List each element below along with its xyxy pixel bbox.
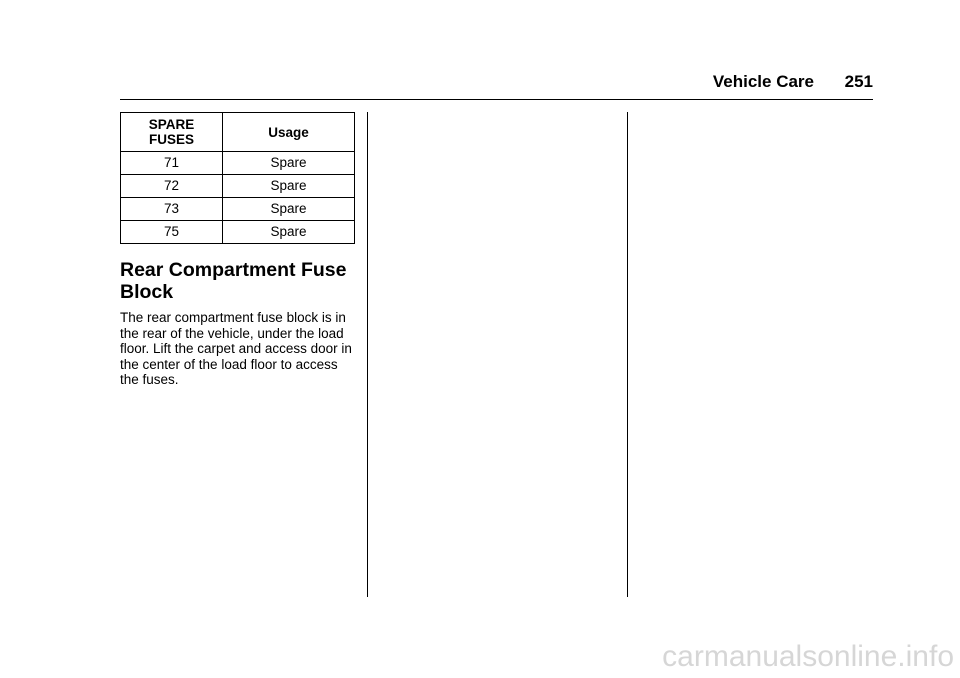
table-header-row <box>121 113 355 152</box>
table-row <box>121 221 355 244</box>
fuse-number-cell: 75 <box>121 221 223 244</box>
column-header-spare-fuses: SPARE FUSES <box>121 113 223 152</box>
fuse-usage-cell: Spare <box>223 198 355 221</box>
table-row <box>121 175 355 198</box>
table-row <box>121 198 355 221</box>
section-title: Vehicle Care <box>712 72 814 91</box>
page-header <box>120 70 873 100</box>
fuse-usage-cell: Spare <box>223 221 355 244</box>
fuse-usage-cell: Spare <box>223 175 355 198</box>
column-divider <box>627 112 628 597</box>
fuse-usage-cell: Spare <box>223 152 355 175</box>
spare-fuses-table <box>120 112 355 244</box>
fuse-number-cell: 72 <box>121 175 223 198</box>
column-header-usage: Usage <box>223 113 355 152</box>
section-heading-rear-compartment: Rear Compartment Fuse Block <box>120 259 347 303</box>
rear-compartment-body-text: The rear compartment fuse block is in the rear of the vehicle, under the load floor. Lift the carpet and access door in the center of the load floor to access the fuses. <box>120 310 352 387</box>
watermark-text: carmanualsonline.info <box>662 640 954 673</box>
table-row <box>121 152 355 175</box>
fuse-number-cell: 71 <box>121 152 223 175</box>
column-divider <box>367 112 368 597</box>
page-number: 251 <box>844 72 873 91</box>
fuse-number-cell: 73 <box>121 198 223 221</box>
